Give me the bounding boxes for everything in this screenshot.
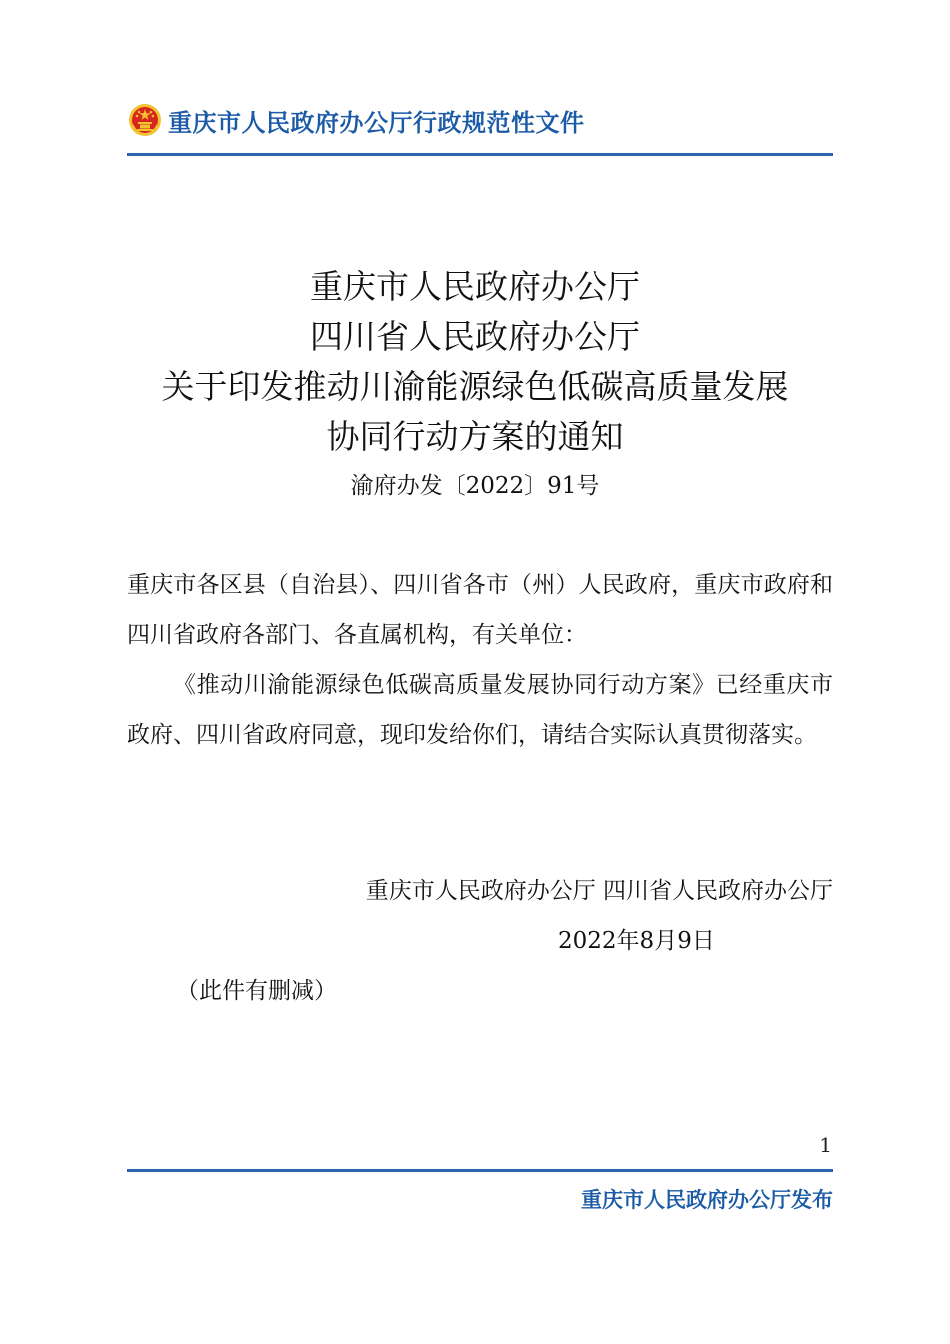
date-month-unit: 月 — [654, 928, 678, 954]
doc-number-year: 2022 — [465, 473, 525, 499]
document-header — [128, 98, 585, 142]
body-paragraph: 《推动川渝能源绿色低碳高质量发展协同行动方案》已经重庆市政府、四川省政府同意，现印发给你们，请结合实际认真贯彻落实。 — [127, 672, 833, 748]
title-line-2: 四川省人民政府办公厅 — [310, 317, 640, 356]
doc-number-value: 91 — [547, 473, 577, 499]
deletion-note: （此件有删减） — [176, 978, 337, 1004]
doc-number-suffix: 号 — [576, 473, 600, 499]
doc-number-middle: 〕 — [524, 473, 548, 499]
issue-date — [558, 916, 715, 966]
date-day-unit: 日 — [691, 928, 715, 954]
date-year-unit: 年 — [616, 928, 640, 954]
document-number — [0, 468, 950, 504]
doc-number-prefix: 渝府办发〔 — [350, 473, 466, 499]
document-title — [0, 262, 950, 504]
signature: 重庆市人民政府办公厅 四川省人民政府办公厅 — [365, 878, 833, 904]
title-line-4: 协同行动方案的通知 — [326, 417, 624, 456]
salutation: 重庆市各区县（自治县）、四川省各市（州）人民政府，重庆市政府和四川省政府各部门、各直属机构，有关单位： — [127, 572, 833, 648]
title-line-1: 重庆市人民政府办公厅 — [310, 267, 640, 306]
page-number: 1 — [819, 1133, 832, 1157]
header-title: 重庆市人民政府办公厅行政规范性文件 — [168, 108, 585, 137]
date-day: 9 — [677, 928, 692, 954]
title-line-3: 关于印发推动川渝能源绿色低碳高质量发展 — [161, 367, 789, 406]
footer-publisher: 重庆市人民政府办公厅发布 — [581, 1188, 833, 1212]
document-body — [127, 560, 833, 760]
national-emblem-icon — [128, 103, 162, 137]
date-month: 8 — [639, 928, 655, 954]
date-year: 2022 — [558, 928, 617, 954]
footer-divider — [127, 1169, 833, 1172]
header-divider — [127, 153, 833, 156]
